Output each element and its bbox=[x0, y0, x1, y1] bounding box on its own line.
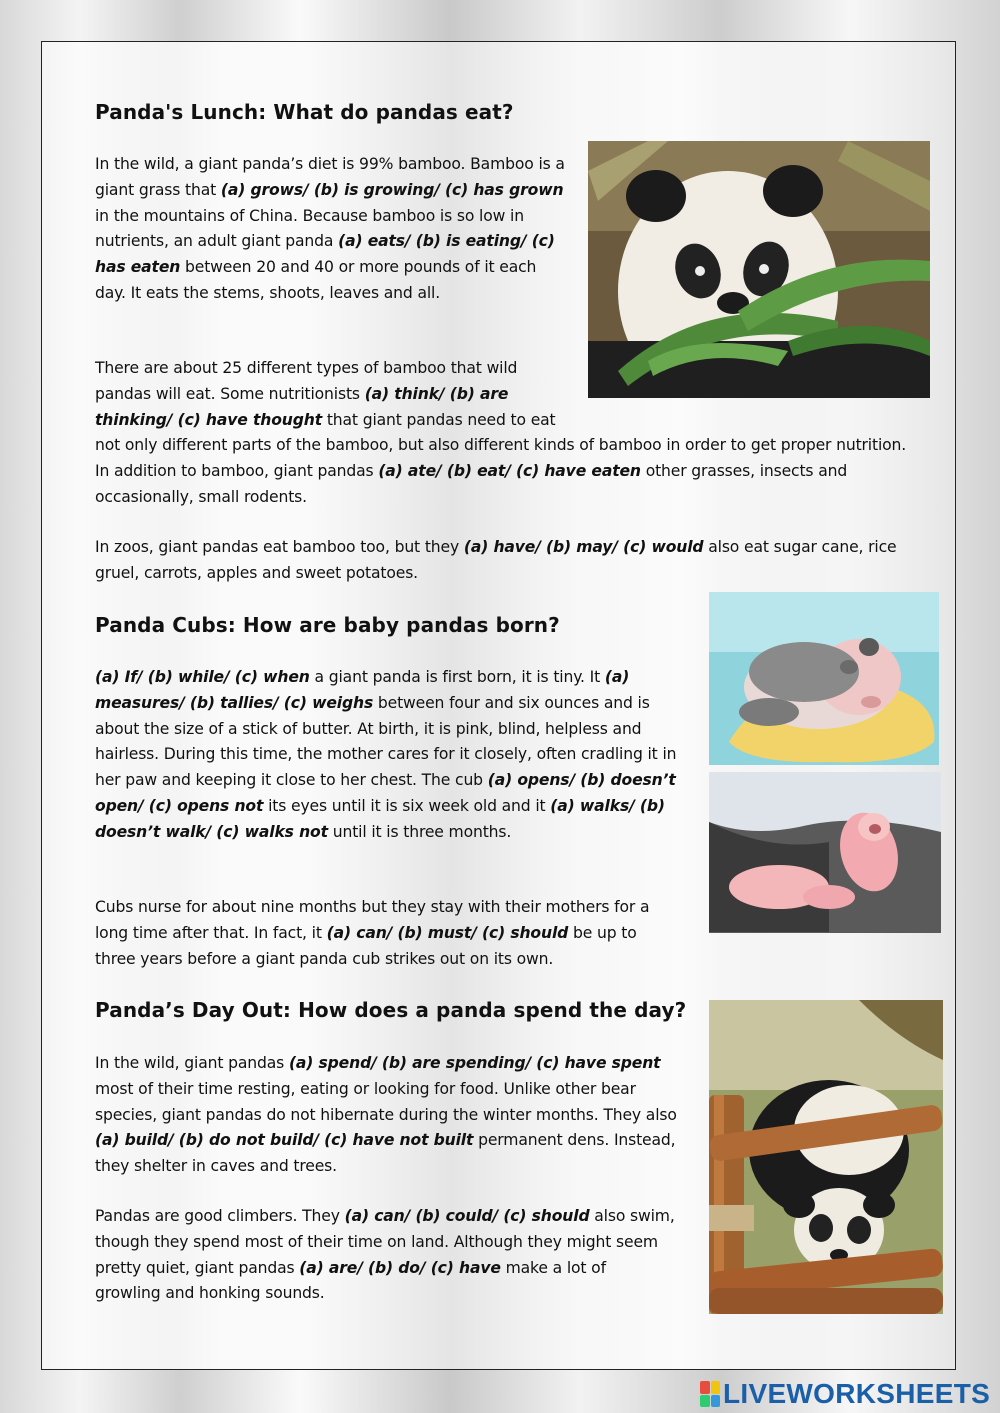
answer-options[interactable]: (a) eats/ (b) is eating/ (c) has eaten bbox=[95, 232, 555, 277]
paragraph-bamboo-types bbox=[95, 356, 907, 511]
answer-options[interactable]: (a) can/ (b) must/ (c) should bbox=[326, 923, 569, 942]
text-segment: until it is three months. bbox=[327, 822, 512, 841]
paragraph-climbers bbox=[95, 1204, 675, 1307]
text-segment: make a lot of growling and honking sounds. bbox=[95, 1258, 606, 1303]
heading-pandas-lunch: Panda's Lunch: What do pandas eat? bbox=[95, 100, 514, 124]
text-segment: most of their time resting, eating or looking for food. Unlike other bear species, giant pandas do not hibernate during the winter months. They also bbox=[95, 1079, 677, 1124]
answer-options[interactable]: (a) opens/ (b) doesn’t open/ (c) opens not bbox=[95, 771, 676, 815]
logo-grid-icon bbox=[700, 1381, 720, 1407]
text-segment: between four and six ounces and is about the size of a stick of butter. At birth, it is pink, blind, helpless and hairless. During this time, the mother cares for it closely, often cradling it in her paw and keeping it close to her chest. The cub bbox=[95, 693, 677, 790]
paragraph-cubs-nurse-text bbox=[95, 895, 750, 972]
answer-options[interactable]: (a) measures/ (b) tallies/ (c) weighs bbox=[95, 668, 630, 712]
text-segment: in the mountains of China. Because bamboo is so low in nutrients, an adult giant panda bbox=[95, 206, 524, 251]
text-segment: In the wild, giant pandas bbox=[95, 1054, 289, 1072]
text-segment: between 20 and 40 or more pounds of it each day. It eats the stems, shoots, leaves and all. bbox=[95, 258, 537, 302]
photo-panda-cub-sleeping bbox=[709, 592, 939, 765]
text-segment: Pandas are good climbers. They bbox=[95, 1207, 345, 1225]
text-segment: There are about 25 different types of bamboo that wild pandas will eat. Some nutritionists bbox=[95, 359, 518, 403]
answer-options[interactable]: (a) are/ (b) do/ (c) have bbox=[299, 1258, 501, 1277]
answer-options[interactable]: (a) grows/ (b) is growing/ (c) has grown bbox=[220, 180, 564, 199]
text-segment: that giant pandas need to eat not only different parts of the bamboo, but also different kinds of bamboo in order to get proper nutrition. In addition to bamboo, giant pandas bbox=[95, 410, 907, 481]
text-segment: a giant panda is first born, it is tiny. It bbox=[309, 668, 605, 686]
liveworksheets-logo bbox=[700, 1378, 990, 1410]
text-segment: In zoos, giant pandas eat bamboo too, but they bbox=[95, 538, 464, 556]
paragraph-diet bbox=[95, 152, 565, 307]
answer-options[interactable]: (a) think/ (b) are thinking/ (c) have thought bbox=[95, 384, 509, 429]
answer-options[interactable]: (a) walks/ (b) doesn’t walk/ (c) walks not bbox=[95, 796, 665, 841]
paragraph-cub-birth bbox=[95, 665, 695, 846]
answer-options[interactable]: (a) can/ (b) could/ (c) should bbox=[344, 1207, 590, 1225]
answer-options[interactable]: (a) spend/ (b) are spending/ (c) have spent bbox=[288, 1054, 661, 1072]
paragraph-spend-day bbox=[95, 1051, 680, 1180]
answer-options[interactable]: (a) ate/ (b) eat/ (c) have eaten bbox=[378, 462, 641, 481]
text-segment: Cubs nurse for about nine months but they stay with their mothers for a long time after that. In fact, it bbox=[95, 898, 650, 942]
answer-options[interactable]: (a) build/ (b) do not build/ (c) have not built bbox=[95, 1131, 474, 1150]
heading-pandas-day-out: Panda’s Day Out: How does a panda spend the day? bbox=[95, 998, 687, 1022]
heading-panda-cubs: Panda Cubs: How are baby pandas born? bbox=[95, 613, 560, 637]
paragraph-zoos bbox=[95, 535, 900, 587]
text-segment: be up to three years before a giant panda cub strikes out on its own. bbox=[95, 923, 637, 968]
text-segment: also swim, though they spend most of their time on land. Although they might seem pretty quiet, giant pandas bbox=[95, 1207, 675, 1277]
text-segment: other grasses, insects and occasionally, small rodents. bbox=[95, 462, 848, 506]
text-segment: permanent dens. Instead, they shelter in caves and trees. bbox=[95, 1131, 676, 1176]
paragraph-bamboo-types-a bbox=[95, 356, 907, 511]
text-segment: In the wild, a giant panda’s diet is 99% bamboo. Bamboo is a giant grass that bbox=[95, 155, 565, 199]
answer-options[interactable]: (a) If/ (b) while/ (c) when bbox=[95, 668, 310, 686]
answer-options[interactable]: (a) have/ (b) may/ (c) would bbox=[463, 538, 704, 556]
text-segment: its eyes until it is six week old and it bbox=[263, 796, 551, 815]
paragraph-cubs-nurse bbox=[95, 895, 750, 972]
photo-panda-climbing-fence bbox=[709, 1000, 943, 1314]
logo-text: LIVEWORKSHEETS bbox=[723, 1378, 991, 1409]
text-segment: also eat sugar cane, rice gruel, carrots, apples and sweet potatoes. bbox=[95, 538, 897, 582]
